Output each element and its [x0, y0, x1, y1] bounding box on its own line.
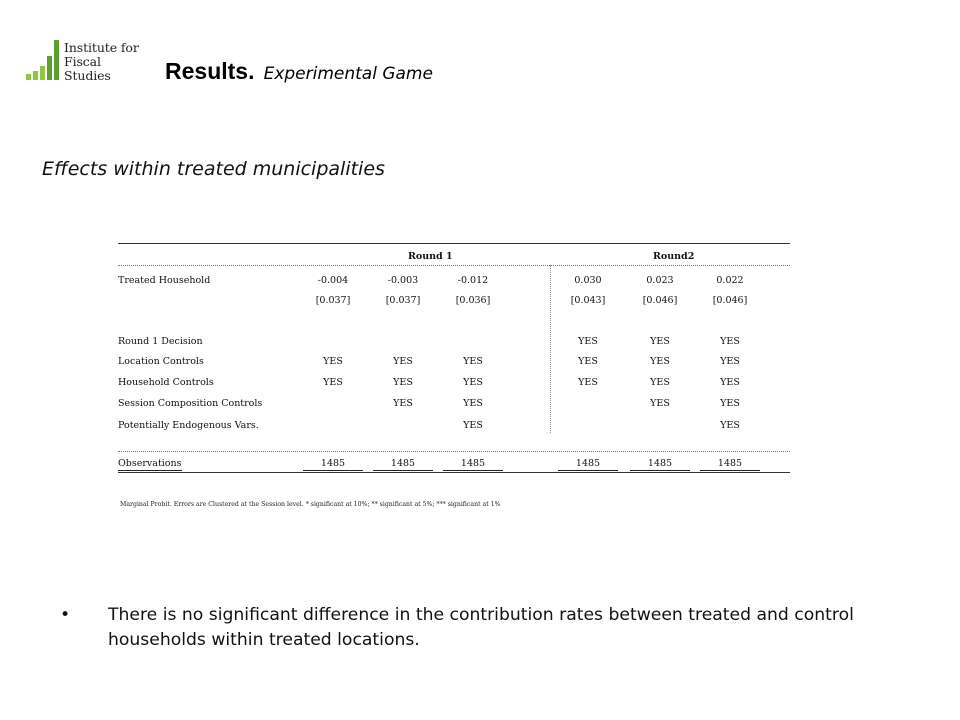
table-cell: -0.003	[387, 275, 419, 286]
table-cell: YES	[463, 420, 483, 431]
table-row	[118, 356, 790, 370]
table-row	[118, 336, 790, 350]
ifs-logo	[26, 40, 151, 82]
table-cell: YES	[323, 377, 343, 388]
table-cell: [0.046]	[712, 295, 748, 306]
header-round-1: Round 1	[408, 251, 453, 262]
table-cell: 0.022	[716, 275, 744, 286]
table-row	[118, 275, 790, 289]
table-cell: YES	[578, 336, 598, 347]
logo-line-2: Fiscal Studies	[64, 54, 111, 83]
table-cell: YES	[720, 377, 740, 388]
table-cell: 1485	[373, 458, 433, 471]
table-cell: [0.037]	[315, 295, 351, 306]
slide-title	[165, 58, 433, 85]
logo-bars-icon	[26, 40, 62, 80]
observations-divider	[118, 451, 790, 452]
bullet-icon: •	[60, 605, 71, 625]
logo-line-1: Institute for	[64, 40, 139, 55]
table-bottom-rule	[118, 472, 790, 473]
table-cell: 1485	[303, 458, 363, 471]
table-cell: YES	[650, 356, 670, 367]
row-label: Session Composition Controls	[118, 398, 263, 409]
table-cell: 1485	[443, 458, 503, 471]
table-cell: 1485	[558, 458, 618, 471]
table-cell: YES	[720, 336, 740, 347]
row-label: Treated Household	[118, 275, 211, 286]
bullet-text: There is no significant difference in the contribution rates between treated and control households within treated locations.	[108, 605, 854, 650]
table-cell: YES	[463, 377, 483, 388]
slide-subtitle: Effects within treated municipalities	[42, 158, 385, 180]
table-cell: -0.012	[457, 275, 489, 286]
table-cell: YES	[650, 398, 670, 409]
table-cell: YES	[650, 336, 670, 347]
table-top-rule	[118, 243, 790, 244]
row-label: Round 1 Decision	[118, 336, 203, 347]
table-cell: [0.036]	[455, 295, 491, 306]
table-cell: YES	[720, 356, 740, 367]
table-cell: [0.046]	[642, 295, 678, 306]
table-cell: YES	[650, 377, 670, 388]
table-cell: YES	[578, 377, 598, 388]
table-row	[118, 295, 790, 309]
table-cell: 0.023	[646, 275, 674, 286]
table-cell: [0.037]	[385, 295, 421, 306]
table-note: Marginal Probit. Errors are Clustered at the Session level. * significant at 10%; ** significant at 5%; *** significant at 1%	[120, 501, 501, 508]
table-row	[118, 398, 790, 412]
table-cell: YES	[720, 420, 740, 431]
header-divider	[118, 265, 790, 266]
table-row-observations	[118, 458, 790, 472]
header-round-2: Round2	[653, 251, 695, 262]
slide-title-main: Results.	[165, 58, 255, 84]
table-cell: -0.004	[317, 275, 349, 286]
row-label: Household Controls	[118, 377, 214, 388]
table-cell: 1485	[700, 458, 760, 471]
row-label: Observations	[118, 458, 182, 469]
table-row	[118, 377, 790, 391]
table-cell: YES	[578, 356, 598, 367]
table-cell: YES	[720, 398, 740, 409]
row-label: Potentially Endogenous Vars.	[118, 420, 259, 431]
table-cell: YES	[463, 356, 483, 367]
table-cell: YES	[463, 398, 483, 409]
table-cell: YES	[323, 356, 343, 367]
table-cell: YES	[393, 356, 413, 367]
table-cell: 0.030	[574, 275, 602, 286]
table-cell: YES	[393, 377, 413, 388]
slide-title-sub: Experimental Game	[263, 64, 433, 84]
logo-text	[64, 41, 151, 83]
table-cell: 1485	[630, 458, 690, 471]
results-table	[118, 243, 790, 473]
table-row	[118, 420, 790, 434]
table-cell: YES	[393, 398, 413, 409]
row-label: Location Controls	[118, 356, 204, 367]
table-cell: [0.043]	[570, 295, 606, 306]
